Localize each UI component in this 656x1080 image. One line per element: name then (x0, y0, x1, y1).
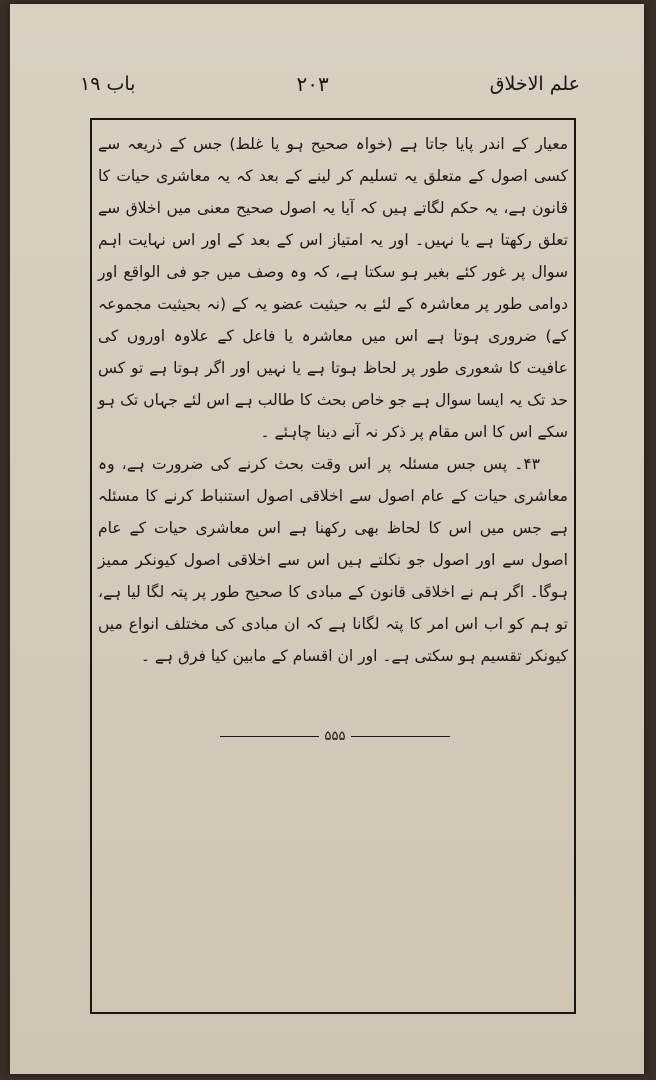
paragraph: ۴۳۔ پس جس مسئلہ پر اس وقت بحث کرنے کی ضرورت ہے، وہ معاشری حیات کے عام اصول سے اخلاقی اصول استنباط کرنے کا مسئلہ ہے جس میں اس کا لحاظ بھی رکھنا ہے اس معاشری حیات کے عام اصول سے اور اصول جو نکلتے ہیں اس سے اخلاقی اصول کیونکر ممیز ہوگا۔ اگر ہم نے اخلاقی قانون کے مبادی کا صحیح طور پر پتہ لگا لیا ہے، تو ہم کو اب اس امر کا پتہ لگانا ہے کہ ان مبادی کی مختلف انواع میں کیونکر تقسیم ہو سکتی ہے۔ اور ان اقسام کے مابین کیا فرق ہے ۔ (98, 455, 568, 665)
ornament-mark: ۵۵۵ (324, 728, 346, 744)
paragraph: معیار کے اندر پایا جاتا ہے (خواہ صحیح ہو یا غلط) جس کے ذریعہ سے کسی اصول کے متعلق یہ تسلیم کر لینے کے بعد کہ یہ معاشری حیات کا قانون ہے، یہ حکم لگاتے ہیں کہ آیا یہ اصول صحیح معنی میں اخلاق سے تعلق رکھتا ہے یا نہیں۔ اور یہ امتیاز اس کے بعد کے اور اس نہایت اہم سوال پر غور کئے بغیر ہو سکتا ہے، کہ وہ وصف میں جو فی الواقع اور دوامی طور پر معاشرہ کے لئے بہ حیثیت عضو یہ کے (نہ بحیثیت مجموعہ کے) ضروری ہوتا ہے اس میں معاشرہ یا فاعل کے علاوہ اوروں کی عافیت کا شعوری طور پر لحاظ ہوتا ہے یا نہیں اور اگر ہوتا ہے تو کس حد تک یہ ایسا سوال ہے جو خاص بحث کا طالب ہے اس لئے جہاں تک ہو سکے اس کا اس مقام پر ذکر نہ آنے دینا چاہئے ۔ (98, 135, 568, 441)
book-title: علم الاخلاق (489, 73, 580, 95)
chapter-label: باب ۱۹ (80, 73, 136, 95)
page-header (80, 66, 580, 102)
book-page (10, 4, 644, 1074)
ornament-rule-right (351, 736, 450, 737)
text-frame (90, 118, 576, 1014)
end-ornament (220, 726, 450, 746)
body-text (98, 128, 568, 672)
ornament-rule-left (220, 736, 319, 737)
page-number: ۲۰۳ (296, 72, 329, 96)
